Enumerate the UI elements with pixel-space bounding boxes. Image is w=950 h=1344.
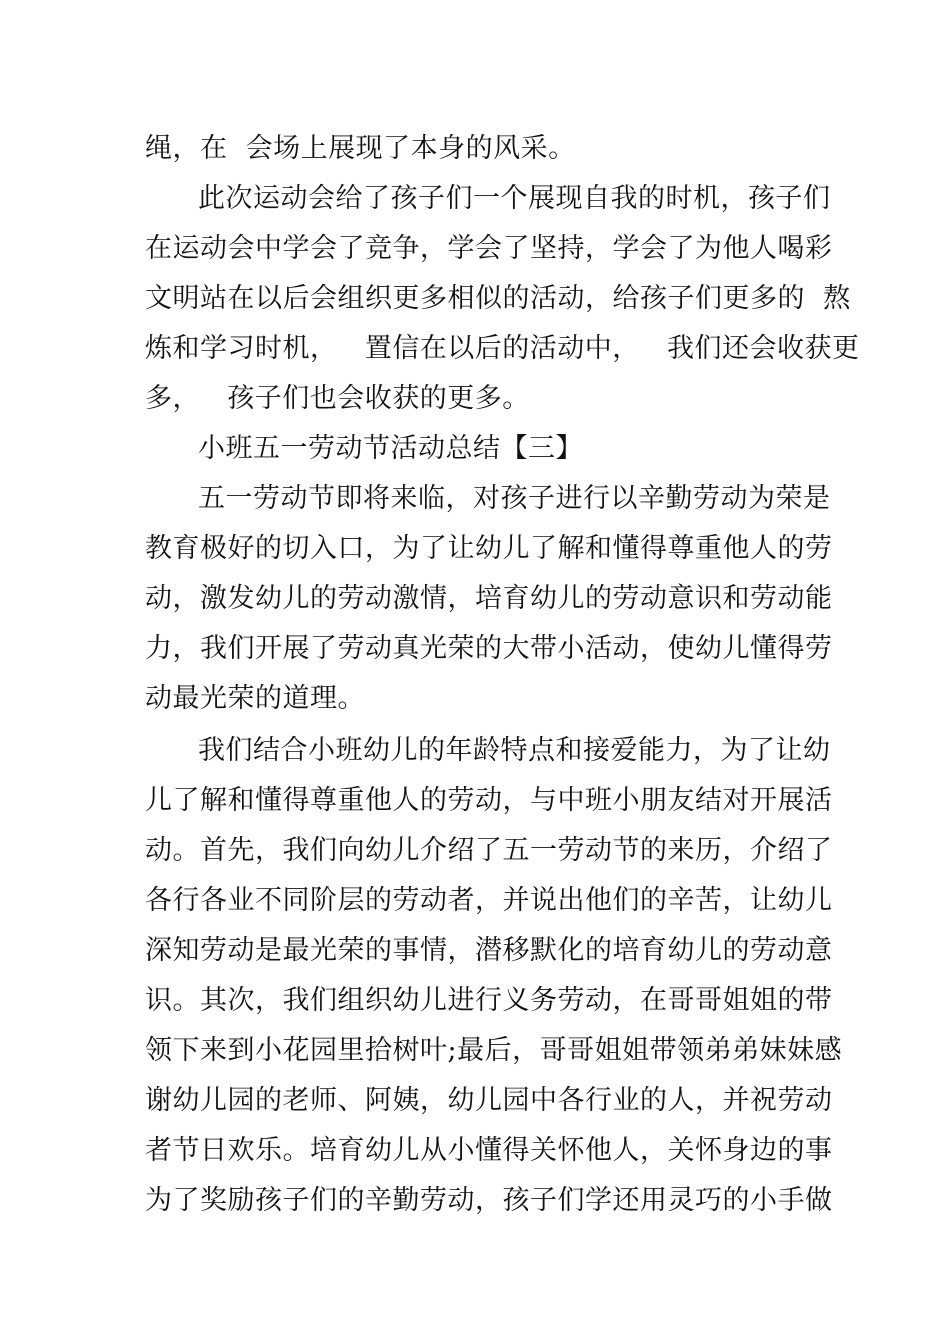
text-line: 动，激发幼儿的劳动激情，培育幼儿的劳动意识和劳动能 <box>145 583 833 614</box>
text-line: 文明站在以后会组织更多相似的活动，给孩子们更多的 熬 <box>145 283 851 314</box>
text-line: 绳，在 会场上展现了本身的风采。 <box>145 133 576 164</box>
text-line: 教育极好的切入口，为了让幼儿了解和懂得尊重他人的劳 <box>145 533 833 564</box>
text-line: 儿了解和懂得尊重他人的劳动，与中班小朋友结对开展活 <box>145 785 833 816</box>
paragraph-start-line: 此次运动会给了孩子们一个展现自我的时机，孩子们 <box>198 183 831 214</box>
text-line: 领下来到小花园里拾树叶;最后，哥哥姐姐带领弟弟妹妹感 <box>145 1035 843 1066</box>
text-line: 多， 孩子们也会收获的更多。 <box>145 383 530 414</box>
text-line: 识。其次，我们组织幼儿进行义务劳动，在哥哥姐姐的带 <box>145 985 833 1016</box>
text-line: 炼和学习时机， 置信在以后的活动中， 我们还会收获更 <box>145 333 860 364</box>
text-line: 为了奖励孩子们的辛勤劳动，孩子们学还用灵巧的小手做 <box>145 1185 833 1216</box>
text-line: 动。首先，我们向幼儿介绍了五一劳动节的来历，介绍了 <box>145 835 833 866</box>
text-line: 各行各业不同阶层的劳动者，并说出他们的辛苦，让幼儿 <box>145 885 833 916</box>
text-line: 在运动会中学会了竞争，学会了坚持，学会了为他人喝彩 <box>145 233 833 264</box>
text-line: 力，我们开展了劳动真光荣的大带小活动，使幼儿懂得劳 <box>145 633 833 664</box>
text-line: 深知劳动是最光荣的事情，潜移默化的培育幼儿的劳动意 <box>145 935 833 966</box>
text-line: 动最光荣的道理。 <box>145 683 365 714</box>
text-line: 者节日欢乐。培育幼儿从小懂得关怀他人，关怀身边的事 <box>145 1135 833 1166</box>
text-line: 谢幼儿园的老师、阿姨，幼儿园中各行业的人，并祝劳动 <box>145 1085 833 1116</box>
section-heading: 小班五一劳动节活动总结【三】 <box>198 433 583 464</box>
paragraph-start-line: 五一劳动节即将来临，对孩子进行以辛勤劳动为荣是 <box>198 483 831 514</box>
paragraph-start-line: 我们结合小班幼儿的年龄特点和接爱能力，为了让幼 <box>198 735 831 766</box>
